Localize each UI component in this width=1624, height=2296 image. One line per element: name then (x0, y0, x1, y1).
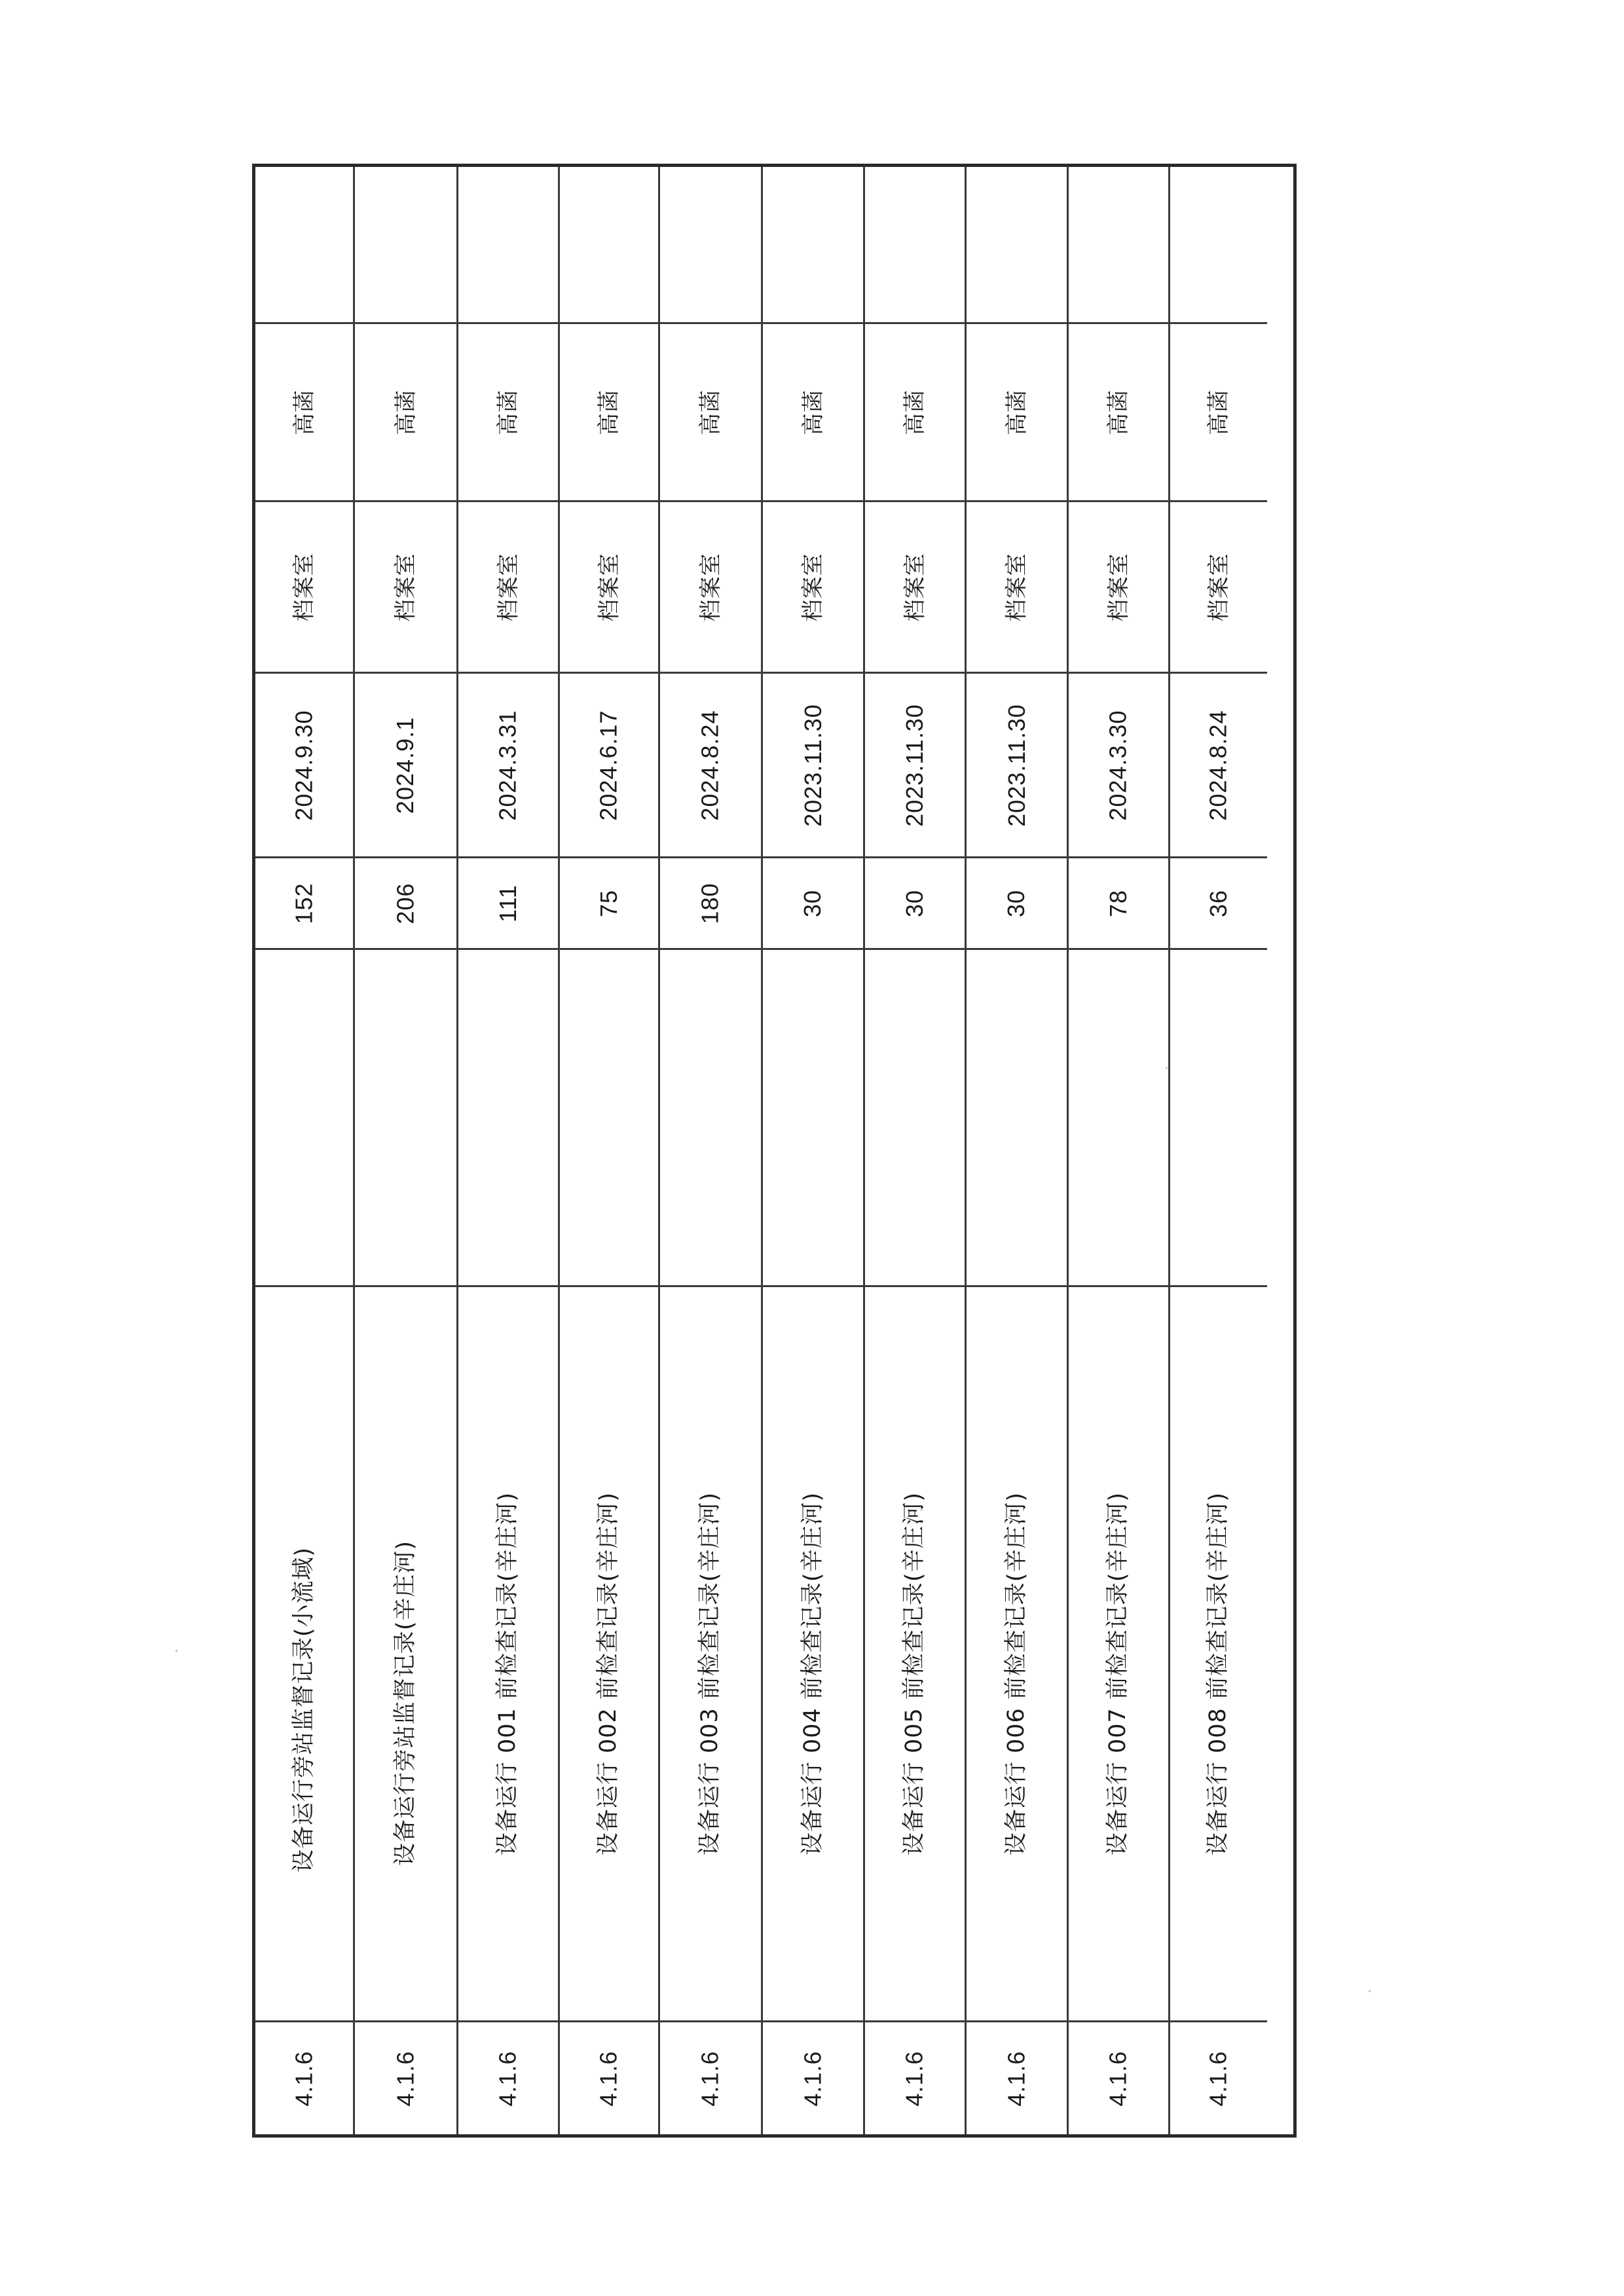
table-row (458, 167, 560, 2134)
location-cell (660, 500, 761, 672)
code-cell (660, 2020, 761, 2134)
empty-cell (865, 948, 965, 1285)
table-row (1170, 167, 1267, 2134)
pages-text: 152 (290, 882, 318, 924)
code-cell (865, 2020, 965, 2134)
scan-speck (1166, 1067, 1168, 1069)
location-text: 档案室 (902, 553, 928, 621)
pages-text: 78 (1104, 889, 1132, 917)
code-cell (255, 2020, 353, 2134)
location-text: 档案室 (291, 553, 318, 621)
date-text: 2024.8.24 (697, 709, 724, 821)
person-cell (355, 322, 456, 500)
table-row (255, 167, 355, 2134)
person-text: 高菡 (800, 389, 826, 435)
code-text: 4.1.6 (290, 2050, 318, 2107)
remark-cell (1069, 167, 1168, 322)
person-cell (967, 322, 1067, 500)
title-cell (458, 1285, 558, 2020)
person-cell (660, 322, 761, 500)
pages-text: 206 (392, 882, 419, 924)
location-text: 档案室 (596, 553, 622, 621)
remark-cell (967, 167, 1067, 322)
pages-cell (763, 856, 863, 948)
table-row (660, 167, 763, 2134)
code-text: 4.1.6 (900, 2050, 928, 2107)
person-text: 高菡 (1003, 389, 1030, 435)
date-cell (660, 672, 761, 856)
remark-cell (1170, 167, 1267, 322)
location-cell (967, 500, 1067, 672)
location-text: 档案室 (1003, 553, 1030, 621)
code-text: 4.1.6 (392, 2050, 419, 2107)
title-cell (763, 1285, 863, 2020)
table-row (355, 167, 458, 2134)
pages-cell (660, 856, 761, 948)
location-cell (255, 500, 353, 672)
date-text: 2024.6.17 (595, 709, 622, 821)
title-cell (355, 1285, 456, 2020)
table-row (967, 167, 1069, 2134)
code-cell (458, 2020, 558, 2134)
person-cell (865, 322, 965, 500)
title-text: 设备运行 003 前检查记录(辛庄河) (697, 1491, 724, 1855)
location-cell (458, 500, 558, 672)
remark-cell (865, 167, 965, 322)
empty-cell (660, 948, 761, 1285)
empty-cell (763, 948, 863, 1285)
code-text: 4.1.6 (595, 2050, 622, 2107)
empty-cell (1069, 948, 1168, 1285)
empty-cell (255, 948, 353, 1285)
person-cell (763, 322, 863, 500)
date-text: 2024.9.30 (290, 709, 318, 821)
code-cell (355, 2020, 456, 2134)
code-text: 4.1.6 (696, 2050, 724, 2107)
person-text: 高菡 (392, 389, 419, 435)
pages-cell (355, 856, 456, 948)
table-row (1069, 167, 1170, 2134)
title-text: 设备运行 004 前检查记录(辛庄河) (800, 1491, 826, 1855)
location-text: 档案室 (697, 553, 724, 621)
title-text: 设备运行 006 前检查记录(辛庄河) (1003, 1491, 1029, 1855)
pages-text: 180 (696, 882, 724, 924)
location-text: 档案室 (1206, 553, 1232, 621)
person-cell (458, 322, 558, 500)
title-cell (967, 1285, 1067, 2020)
person-text: 高菡 (1105, 389, 1132, 435)
title-text: 设备运行 007 前检查记录(辛庄河) (1105, 1491, 1132, 1855)
date-text: 2023.11.30 (1003, 703, 1030, 827)
empty-cell (1170, 948, 1267, 1285)
empty-cell (458, 948, 558, 1285)
table-row (560, 167, 660, 2134)
pages-text: 30 (900, 889, 928, 917)
empty-cell (355, 948, 456, 1285)
location-cell (1069, 500, 1168, 672)
person-text: 高菡 (1206, 389, 1232, 435)
location-cell (560, 500, 658, 672)
person-cell (1069, 322, 1168, 500)
pages-cell (560, 856, 658, 948)
person-cell (255, 322, 353, 500)
title-text: 设备运行旁站监督记录(辛庄河) (392, 1540, 418, 1866)
title-cell (1069, 1285, 1168, 2020)
code-cell (763, 2020, 863, 2134)
code-cell (1170, 2020, 1267, 2134)
title-cell (255, 1285, 353, 2020)
remark-cell (763, 167, 863, 322)
location-text: 档案室 (1105, 553, 1132, 621)
date-cell (1069, 672, 1168, 856)
date-text: 2024.9.1 (392, 716, 419, 814)
person-cell (560, 322, 658, 500)
scan-speck (175, 1650, 177, 1652)
date-text: 2024.3.30 (1105, 709, 1132, 821)
date-text: 2023.11.30 (799, 703, 826, 827)
table-row (865, 167, 967, 2134)
person-text: 高菡 (495, 389, 521, 435)
person-text: 高菡 (596, 389, 622, 435)
empty-cell (560, 948, 658, 1285)
location-text: 档案室 (495, 553, 521, 621)
pages-text: 36 (1204, 889, 1232, 917)
location-text: 档案室 (800, 553, 826, 621)
pages-text: 30 (799, 889, 826, 917)
location-text: 档案室 (392, 553, 419, 621)
pages-cell (1069, 856, 1168, 948)
title-cell (560, 1285, 658, 2020)
title-text: 设备运行 002 前检查记录(辛庄河) (595, 1491, 622, 1855)
remark-cell (458, 167, 558, 322)
code-cell (560, 2020, 658, 2134)
date-cell (458, 672, 558, 856)
pages-text: 75 (595, 889, 622, 917)
remark-cell (255, 167, 353, 322)
person-text: 高菡 (902, 389, 928, 435)
pages-text: 111 (494, 884, 521, 922)
code-text: 4.1.6 (1204, 2050, 1232, 2107)
code-text: 4.1.6 (494, 2050, 521, 2107)
date-cell (865, 672, 965, 856)
date-cell (560, 672, 658, 856)
code-text: 4.1.6 (1003, 2050, 1030, 2107)
code-cell (967, 2020, 1067, 2134)
title-text: 设备运行 005 前检查记录(辛庄河) (901, 1491, 928, 1855)
title-text: 设备运行 001 前检查记录(辛庄河) (494, 1491, 521, 1855)
title-text: 设备运行旁站监督记录(小流域) (291, 1546, 317, 1872)
title-cell (865, 1285, 965, 2020)
date-cell (967, 672, 1067, 856)
title-text: 设备运行 008 前检查记录(辛庄河) (1205, 1491, 1232, 1855)
title-cell (1170, 1285, 1267, 2020)
date-cell (255, 672, 353, 856)
code-cell (1069, 2020, 1168, 2134)
date-text: 2024.3.31 (494, 709, 521, 821)
pages-cell (255, 856, 353, 948)
location-cell (763, 500, 863, 672)
person-cell (1170, 322, 1267, 500)
empty-cell (967, 948, 1067, 1285)
person-text: 高菡 (697, 389, 724, 435)
date-cell (763, 672, 863, 856)
pages-cell (458, 856, 558, 948)
pages-cell (865, 856, 965, 948)
person-text: 高菡 (291, 389, 318, 435)
date-text: 2024.8.24 (1205, 709, 1232, 821)
pages-cell (967, 856, 1067, 948)
title-cell (660, 1285, 761, 2020)
location-cell (355, 500, 456, 672)
remark-cell (660, 167, 761, 322)
table-row (763, 167, 865, 2134)
date-cell (1170, 672, 1267, 856)
pages-cell (1170, 856, 1267, 948)
date-text: 2023.11.30 (901, 703, 929, 827)
date-cell (355, 672, 456, 856)
code-text: 4.1.6 (1104, 2050, 1132, 2107)
code-text: 4.1.6 (799, 2050, 826, 2107)
location-cell (865, 500, 965, 672)
pages-text: 30 (1003, 889, 1030, 917)
location-cell (1170, 500, 1267, 672)
remark-cell (355, 167, 456, 322)
scan-speck (1369, 1990, 1371, 1992)
remark-cell (560, 167, 658, 322)
archive-table (252, 164, 1297, 2138)
